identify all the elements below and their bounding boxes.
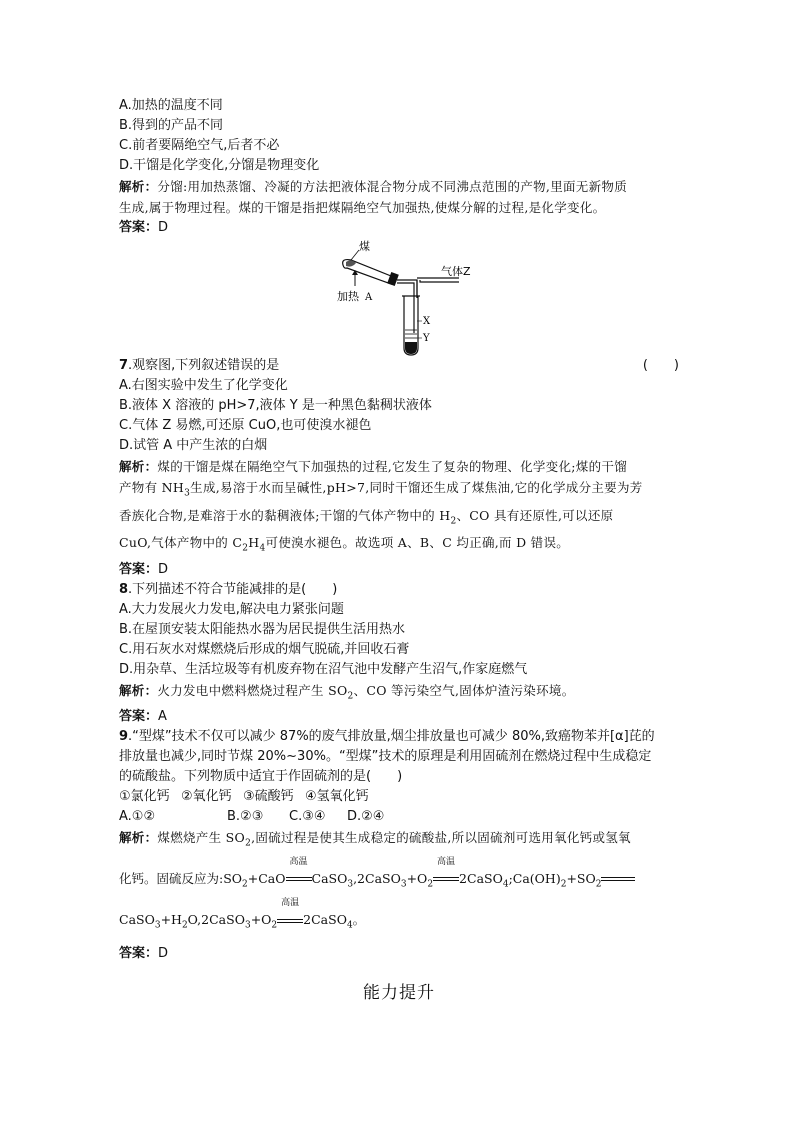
explain-text: 分馏:用加热蒸馏、冷凝的方法把液体混合物分成不同沸点范围的产物,里面无新物质 — [157, 179, 627, 194]
q7-option-c: C.气体 Z 易燃,可还原 CuO,也可使溴水褪色 — [119, 418, 372, 433]
answer-value: D — [158, 220, 169, 235]
q9-items — [119, 787, 679, 807]
q9-equation-line-1 — [119, 856, 679, 895]
explain-text: 2CaSO — [459, 870, 503, 886]
q9-choice: A.①② — [119, 809, 156, 824]
subscript: 3 — [400, 879, 407, 889]
question-number: 8 — [119, 581, 129, 597]
subscript: 3 — [154, 920, 161, 931]
reaction-condition: 高温 — [289, 856, 308, 867]
explain-tag: 解析： — [119, 682, 158, 698]
page-content — [119, 96, 679, 1003]
subscript: 3 — [244, 920, 251, 931]
explain-text: 产物有 NH — [119, 480, 185, 495]
answer-tag: 答案： — [119, 709, 159, 724]
section-title: 能力提升 — [363, 982, 435, 1003]
explain-text: +O — [250, 912, 272, 927]
q7-option-b: B.液体 X 溶液的 pH>7,液体 Y 是一种黑色黏稠状液体 — [119, 398, 432, 413]
answer-tag: 答案： — [119, 561, 159, 577]
explain-text: 、CO 具有还原性,可以还原 — [456, 507, 614, 523]
reaction-condition: 高温 — [437, 856, 456, 867]
explain-text: CuO,气体产物中的 C — [119, 535, 243, 550]
explain-text: ,固硫过程是使其生成稳定的硫酸盐,所以固硫剂可选用氧化钙或氢氧 — [251, 830, 631, 845]
subscript: 2 — [560, 879, 567, 889]
explain-tag: 解析： — [119, 179, 158, 194]
q7-answer — [119, 560, 679, 580]
explain-text: 、CO 等污染空气,固体炉渣污染环境。 — [353, 682, 575, 698]
q6-option-d: D.干馏是化学变化,分馏是物理变化 — [119, 158, 320, 173]
q9-equation-line-2 — [119, 898, 679, 936]
q6-option-a: A.加热的温度不同 — [119, 98, 223, 113]
question-text: .下列描述不符合节能减排的是( ) — [128, 581, 338, 597]
subscript: 4 — [502, 879, 509, 889]
q7-option-d: D.试管 A 中产生浓的白烟 — [119, 438, 268, 453]
subscript: 3 — [184, 488, 191, 499]
apparatus-figure — [119, 238, 679, 356]
q9-item: ④氢氧化钙 — [305, 789, 369, 804]
subscript: 2 — [347, 691, 354, 701]
explain-text: +SO — [566, 870, 596, 886]
subscript: 4 — [259, 543, 266, 554]
explain-text: 。 — [352, 912, 366, 927]
explain-text: 生成,易溶于水而呈碱性,pH>7,同时干馏还生成了煤焦油,它的化学成分主要为芳 — [190, 480, 643, 495]
explain-text: 生成,属于物理过程。煤的干馏是指把煤隔绝空气加强热,使煤分解的过程,是化学变化。 — [119, 200, 606, 215]
question-number: 9 — [119, 729, 129, 744]
question-text: 排放量也减少,同时节煤 20%~30%。“型煤”技术的原理是利用固硫剂在燃烧过程中生成稳定 — [119, 749, 652, 764]
subscript: 4 — [346, 920, 353, 931]
subscript: 2 — [271, 920, 278, 931]
explain-text: 化钙。固硫反应为:SO — [119, 870, 243, 886]
label-gas-z: 气体Z — [441, 265, 471, 278]
answer-value: D — [158, 561, 169, 577]
subscript: 2 — [242, 543, 249, 554]
q9-explanation — [119, 827, 679, 855]
q9-choice: C.③④ — [289, 809, 326, 824]
reaction-arrow — [286, 856, 312, 889]
q9-choice: D.②④ — [347, 809, 385, 824]
q7-explanation — [119, 456, 679, 560]
q6-explanation — [119, 176, 679, 218]
answer-tag: 答案： — [119, 220, 159, 235]
subscript: 3 — [347, 879, 354, 889]
q7-stem — [119, 356, 679, 376]
explain-text: CaSO — [311, 870, 348, 886]
reaction-arrow — [601, 869, 635, 889]
reaction-condition: 高温 — [281, 898, 300, 908]
subscript: 2 — [245, 838, 252, 849]
q9-choice: B.②③ — [227, 809, 264, 824]
q9-item: ②氧化钙 — [181, 789, 232, 804]
answer-tag: 答案： — [119, 945, 159, 961]
q8-option-a: A.大力发展火力发电,解决电力紧张问题 — [119, 601, 344, 617]
explain-text: 煤燃烧产生 SO — [157, 830, 246, 845]
q8-option-b: B.在屋顶安装太阳能热水器为居民提供生活用热水 — [119, 621, 406, 637]
label-liquid-x: X — [423, 316, 431, 327]
explain-text: CaSO — [119, 912, 155, 927]
explain-text: 煤的干馏是煤在隔绝空气下加强热的过程,它发生了复杂的物理、化学变化;煤的干馏 — [157, 459, 627, 474]
explain-text: H — [248, 535, 260, 550]
subscript: 2 — [595, 879, 602, 889]
explain-text: 火力发电中燃料燃烧过程产生 SO — [157, 682, 348, 698]
q9-answer — [119, 944, 679, 964]
q8-explanation — [119, 680, 679, 708]
question-text: .观察图,下列叙述错误的是 — [128, 358, 280, 373]
reaction-arrow — [277, 898, 303, 930]
q9-stem — [119, 727, 679, 787]
question-number: 7 — [119, 358, 129, 373]
explain-tag: 解析： — [119, 459, 158, 474]
explain-text: +H — [160, 912, 182, 927]
q9-item: ③硫酸钙 — [243, 789, 294, 804]
reaction-arrow — [433, 856, 459, 889]
q7-option-a: A.右图实验中发生了化学变化 — [119, 378, 288, 393]
explain-text: 香族化合物,是难溶于水的黏稠液体;干馏的气体产物中的 H — [119, 507, 451, 523]
subscript: 2 — [450, 516, 457, 526]
question-text: .“型煤”技术不仅可以减少 87%的废气排放量,烟尘排放量也可减少 80%,致癌物苯并[α]芘的 — [128, 729, 655, 744]
liquid-y-layer — [405, 342, 417, 354]
explain-text: 2CaSO — [303, 912, 347, 927]
explain-tag: 解析： — [119, 830, 158, 845]
explain-text: +O — [406, 870, 428, 886]
explain-text: +CaO — [247, 870, 286, 886]
explain-text: ;Ca(OH) — [508, 870, 561, 886]
subscript: 2 — [427, 879, 434, 889]
explain-text: O,2CaSO — [187, 912, 245, 927]
label-tube-a: A — [365, 292, 373, 303]
q8-option-c: C.用石灰水对煤燃烧后形成的烟气脱硫,并回收石膏 — [119, 641, 410, 657]
q8-option-d: D.用杂草、生活垃圾等有机废弃物在沼气池中发酵产生沼气,作家庭燃气 — [119, 661, 528, 677]
q8-stem — [119, 580, 679, 600]
q6-option-c: C.前者要隔绝空气,后者不必 — [119, 138, 280, 153]
q9-item: ①氯化钙 — [119, 789, 170, 804]
distillation-diagram — [329, 238, 479, 356]
q6-option-b: B.得到的产品不同 — [119, 118, 224, 133]
explain-text: 可使溴水褪色。故选项 A、B、C 均正确,而 D 错误。 — [265, 535, 570, 550]
answer-value: D — [158, 945, 169, 961]
answer-paren: ( ) — [642, 358, 679, 373]
question-text: 的硫酸盐。下列物质中适宜于作固硫剂的是( ) — [119, 769, 403, 784]
subscript: 2 — [242, 879, 248, 889]
subscript: 2 — [181, 920, 188, 931]
q9-choices — [119, 807, 679, 827]
q8-answer — [119, 707, 679, 727]
label-coal: 煤 — [359, 240, 370, 253]
q6-answer — [119, 218, 679, 238]
label-liquid-y: Y — [423, 333, 430, 344]
gas-outlet-tube — [420, 280, 459, 282]
label-heat: 加热 — [337, 290, 359, 303]
explain-text: ,2CaSO — [353, 870, 401, 886]
answer-value: A — [158, 709, 167, 724]
